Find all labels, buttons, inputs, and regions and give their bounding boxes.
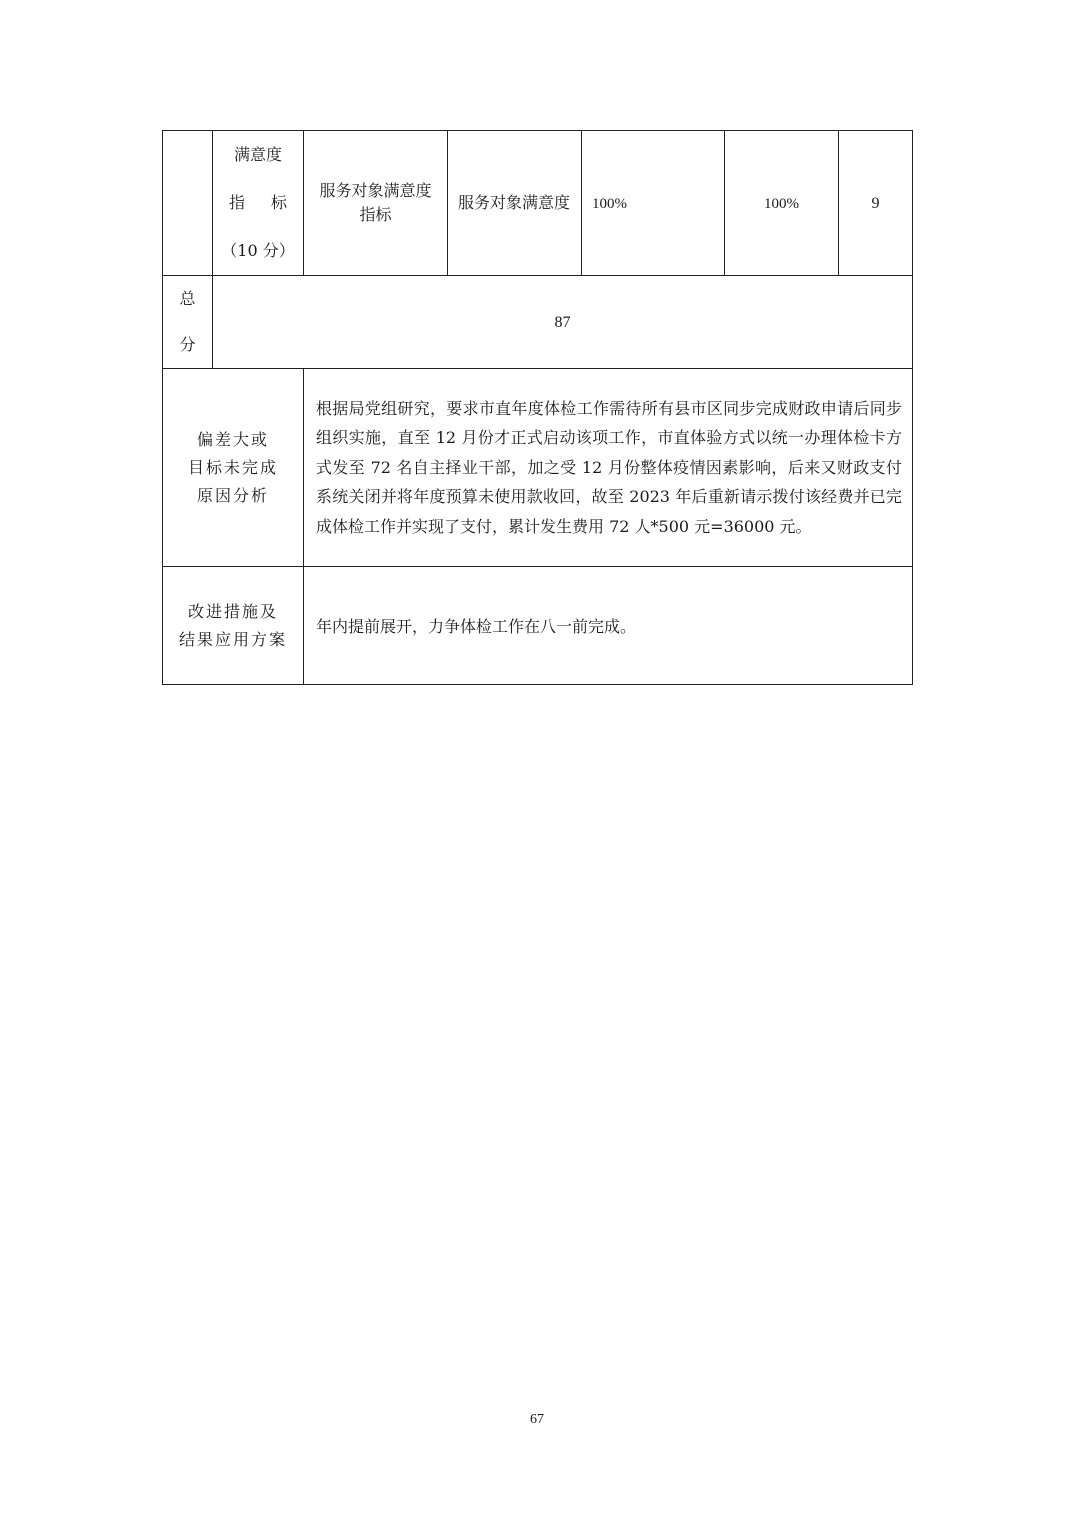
satisfaction-row: [163, 131, 913, 276]
total-label-char2: 分: [179, 335, 196, 354]
actual-value-cell: [725, 131, 839, 276]
indicator-detail-cell: [448, 131, 582, 276]
improvement-label-line2: 结果应用方案: [178, 629, 287, 649]
target-value-cell: [582, 131, 725, 276]
empty-first-level-cell: [163, 131, 213, 276]
actual-value: 100%: [764, 196, 799, 212]
improvement-label-line1: 改进措施及: [187, 601, 278, 621]
total-label-cell: [163, 276, 213, 369]
indicator-category-line1: 满意度: [233, 145, 282, 164]
deviation-label-line3: 原因分析: [196, 485, 269, 505]
deviation-label-cell: [163, 369, 304, 567]
page-number: 67: [530, 1412, 544, 1427]
deviation-analysis-text: 根据局党组研究，要求市直年度体检工作需待所有县市区同步完成财政申请后同步组织实施，直至 12 月份才正式启动该项工作，市直体验方式以统一办理体检卡方式发至 72 名自主择业干部，加之受 12 月份整体疫情因素影响，后来又财政支付系统关闭并将年度预算未使用款收回，故至 2023 年后重新请示拨付该经费并已完成体检工作并实现了支付，累计发生费用 72 人*500 元=36000 元。: [316, 398, 902, 536]
performance-evaluation-table: [162, 130, 913, 685]
improvement-content-cell: [304, 567, 913, 685]
indicator-category-char-b: 标: [271, 193, 288, 212]
improvement-measures-text: 年内提前展开，力争体检工作在八一前完成。: [316, 617, 637, 636]
score-cell: [839, 131, 913, 276]
deviation-label-line2: 目标未完成: [187, 457, 278, 477]
indicator-name-cell: [304, 131, 448, 276]
indicator-category-line3: （10 分）: [221, 241, 295, 260]
deviation-label-line1: 偏差大或: [196, 429, 269, 449]
total-score-value: 87: [554, 314, 571, 331]
improvement-measures-row: [163, 567, 913, 685]
indicator-category-cell: [213, 131, 304, 276]
total-value-cell: [213, 276, 913, 369]
indicator-category-line2: [213, 179, 303, 227]
deviation-content-cell: [304, 369, 913, 567]
total-score-row: [163, 276, 913, 369]
deviation-analysis-row: [163, 369, 913, 567]
indicator-name: 服务对象满意度指标: [319, 181, 432, 224]
target-value: 100%: [592, 196, 627, 212]
indicator-category-char-a: 指: [228, 193, 245, 212]
improvement-label-cell: [163, 567, 304, 685]
total-label-char1: 总: [179, 289, 196, 308]
indicator-detail: 服务对象满意度: [458, 193, 571, 212]
score-value: 9: [871, 195, 880, 212]
